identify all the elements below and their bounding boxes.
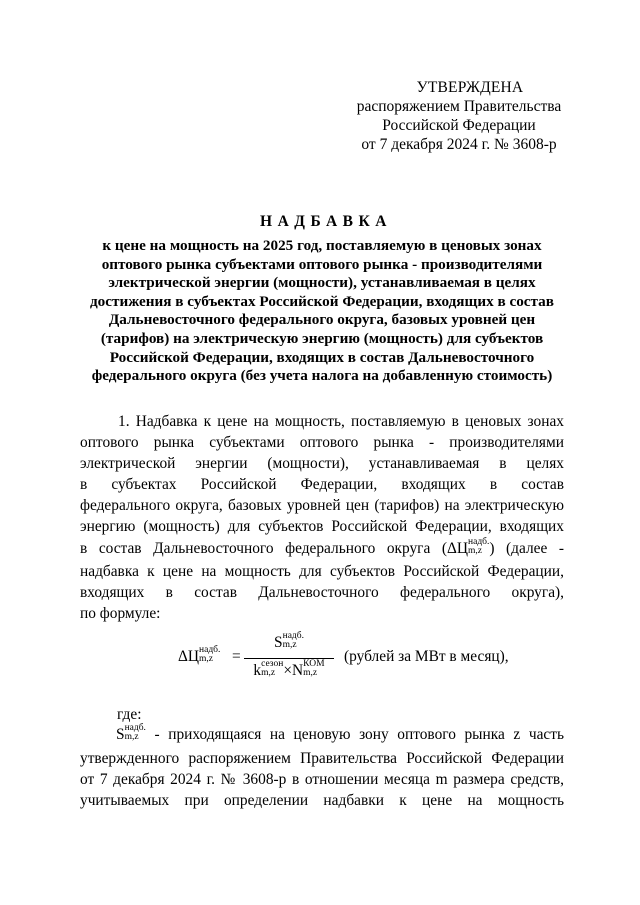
superscript: сезон [261, 659, 284, 670]
approval-line-2: Российской Федерации [382, 117, 536, 134]
fraction-numerator [244, 631, 334, 652]
symbol-indices [303, 660, 324, 678]
subtitle-line: Российской Федерации, входящих в состав Дальневосточного [109, 348, 535, 366]
paragraph-line: электрической энергии (мощности), устанавливаемая в целях [80, 455, 564, 472]
delta-c-symbol: ΔЦ [178, 648, 200, 665]
paragraph-line: по формуле: [80, 605, 161, 622]
paragraph-line: от 7 декабря 2024 г. № 3608-р в отношении месяца m размера средств, [80, 771, 564, 788]
where-label: где: [117, 706, 142, 723]
subtitle-line: достижения в субъектах Российской Федерации, входящих в состав [90, 292, 554, 310]
n-symbol: N [292, 662, 304, 679]
paragraph-line: энергию (мощность) для субъектов Российской Федерации, входящих [80, 518, 564, 535]
times-sign: × [283, 662, 293, 679]
subtitle-line: оптового рынка субъектами оптового рынка - производителями [101, 255, 543, 273]
paragraph-line: входящих в состав Дальневосточного федерального округа), [80, 584, 564, 601]
subscript: m,z [124, 732, 139, 743]
line-text-after: ) (далее - [489, 540, 564, 557]
s-symbol: S [274, 634, 283, 651]
subscript: m,z [282, 640, 297, 651]
superscript: надб. [468, 537, 490, 548]
subscript: m,z [303, 668, 318, 679]
document-subtitle [80, 237, 564, 386]
paragraph-2 [80, 722, 564, 811]
paragraph-line: оптового рынка субъектами оптового рынка - производителями [80, 434, 564, 451]
line-text-before: в состав Дальневосточного федерального округа ( [80, 540, 448, 557]
subscript: m,z [261, 668, 276, 679]
paragraph-line: в субъектах Российской Федерации, входящих в состав [80, 476, 564, 493]
fraction [244, 631, 334, 692]
paragraph-line-with-symbol [80, 537, 564, 561]
line-text-after: - приходящаяся на ценовую зону оптового рынка z часть [145, 726, 564, 743]
paragraph-1 [80, 411, 564, 624]
paragraph-line-with-symbol [80, 722, 564, 748]
document-title: НАДБАВКА [260, 213, 392, 230]
subtitle-line: электрической энергии (мощности), устанавливаемая в целях [108, 274, 536, 292]
symbol-indices [199, 646, 220, 664]
approval-line-3: от 7 декабря 2024 г. № 3608-р [361, 136, 557, 153]
equals-sign: = [232, 648, 241, 665]
symbol-indices [283, 632, 304, 650]
superscript: надб. [282, 631, 304, 642]
symbol-indices [468, 538, 489, 556]
subtitle-line: (тарифов) на электрическую энергию (мощность) для субъектов [100, 329, 544, 347]
approval-block [340, 78, 578, 154]
approval-heading: УТВЕРЖДЕНА [416, 79, 524, 96]
formula-lhs [178, 645, 221, 666]
formula [178, 631, 538, 694]
s-symbol: S [116, 726, 125, 743]
subtitle-line: федерального округа (без учета налога на добавленную стоимость) [91, 367, 553, 385]
paragraph-line: учитываемых при определении надбавки к цене на мощность [80, 792, 564, 809]
fraction-denominator [244, 659, 334, 680]
paragraph-line: надбавка к цене на мощность для субъектов Российской Федерации, [80, 563, 564, 580]
paragraph-line: 1. Надбавка к цене на мощность, поставляемую в ценовых зонах [118, 413, 564, 430]
subscript: m,z [468, 546, 483, 557]
k-symbol: k [253, 662, 262, 679]
symbol-indices [125, 724, 146, 742]
subscript: m,z [199, 654, 213, 665]
superscript: КОМ [303, 659, 325, 670]
subtitle-line: к цене на мощность на 2025 год, поставляемую в ценовых зонах [102, 237, 542, 254]
superscript: надб. [199, 645, 221, 656]
approval-line-1: распоряжением Правительства [356, 98, 562, 115]
superscript: надб. [124, 723, 146, 734]
symbol-indices [261, 660, 283, 678]
subtitle-line: Дальневосточного федерального округа, базовых уровней цен [108, 311, 536, 329]
paragraph-line: федерального округа, базовых уровней цен (тарифов) на электрическую [80, 497, 564, 514]
paragraph-line: утвержденного распоряжением Правительства Российской Федерации [80, 750, 564, 767]
delta-c-symbol: ΔЦ [447, 540, 469, 557]
formula-units: (рублей за МВт в месяц), [344, 648, 509, 665]
